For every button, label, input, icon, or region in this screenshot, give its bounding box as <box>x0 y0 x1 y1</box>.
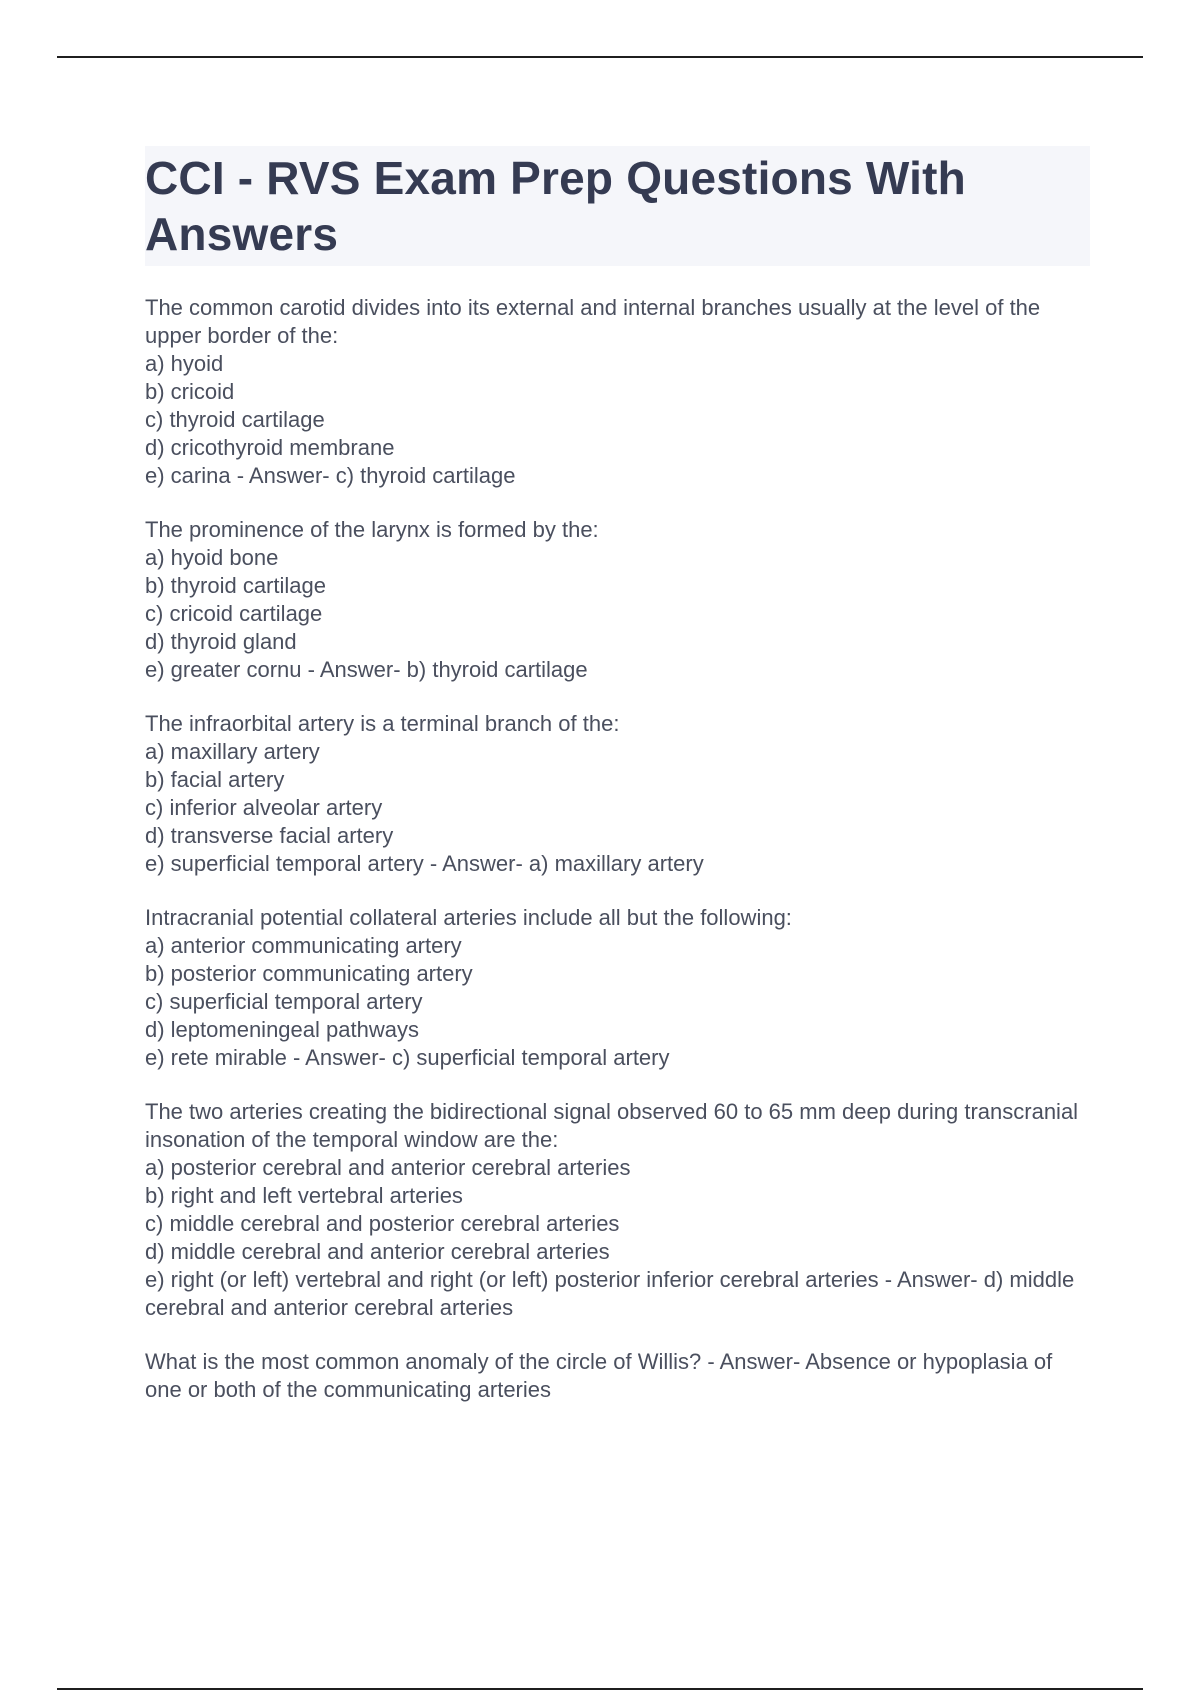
question-4 <box>145 904 1090 1072</box>
question-stem: The prominence of the larynx is formed by the: <box>145 517 599 542</box>
answer-option-with-answer: e) carina - Answer- c) thyroid cartilage <box>145 463 516 488</box>
answer-option: d) leptomeningeal pathways <box>145 1017 419 1042</box>
answer-option: a) anterior communicating artery <box>145 933 462 958</box>
answer-option: c) cricoid cartilage <box>145 601 323 626</box>
question-3 <box>145 710 1090 878</box>
question-stem: Intracranial potential collateral arteries include all but the following: <box>145 905 792 930</box>
question-with-answer: What is the most common anomaly of the circle of Willis? - Answer- Absence or hypoplasia of one or both of the communicating arteries <box>145 1349 1059 1402</box>
question-1 <box>145 294 1090 490</box>
bottom-rule <box>57 1688 1143 1690</box>
question-5 <box>145 1098 1090 1322</box>
answer-option: a) posterior cerebral and anterior cerebral arteries <box>145 1155 631 1180</box>
top-rule <box>57 56 1143 58</box>
question-2 <box>145 516 1090 684</box>
document-title: CCI - RVS Exam Prep Questions With Answers <box>145 152 966 260</box>
answer-option: d) transverse facial artery <box>145 823 394 848</box>
answer-option: c) middle cerebral and posterior cerebral arteries <box>145 1211 620 1236</box>
answer-option: d) middle cerebral and anterior cerebral arteries <box>145 1239 610 1264</box>
answer-option: b) facial artery <box>145 767 285 792</box>
answer-option-with-answer: e) greater cornu - Answer- b) thyroid cartilage <box>145 657 588 682</box>
question-stem: The infraorbital artery is a terminal branch of the: <box>145 711 620 736</box>
document-body <box>145 146 1090 1430</box>
answer-option-with-answer: e) superficial temporal artery - Answer- a) maxillary artery <box>145 851 704 876</box>
question-6 <box>145 1348 1090 1404</box>
answer-option: a) maxillary artery <box>145 739 320 764</box>
answer-option: c) thyroid cartilage <box>145 407 325 432</box>
title-block <box>145 146 1090 266</box>
answer-option: b) right and left vertebral arteries <box>145 1183 463 1208</box>
answer-option: c) superficial temporal artery <box>145 989 423 1014</box>
question-stem: The two arteries creating the bidirectional signal observed 60 to 65 mm deep during transcranial insonation of the temporal window are the: <box>145 1099 1085 1152</box>
answer-option: d) cricothyroid membrane <box>145 435 395 460</box>
answer-option: a) hyoid bone <box>145 545 279 570</box>
answer-option-with-answer: e) right (or left) vertebral and right (or left) posterior inferior cerebral arteries - Answer- d) middle cerebral and anterior cerebral arteries <box>145 1267 1081 1320</box>
answer-option: d) thyroid gland <box>145 629 297 654</box>
answer-option: b) cricoid <box>145 379 235 404</box>
answer-option: b) posterior communicating artery <box>145 961 473 986</box>
question-stem: The common carotid divides into its external and internal branches usually at the level of the upper border of the: <box>145 295 1047 348</box>
answer-option: b) thyroid cartilage <box>145 573 326 598</box>
answer-option-with-answer: e) rete mirable - Answer- c) superficial temporal artery <box>145 1045 670 1070</box>
answer-option: a) hyoid <box>145 351 224 376</box>
answer-option: c) inferior alveolar artery <box>145 795 383 820</box>
